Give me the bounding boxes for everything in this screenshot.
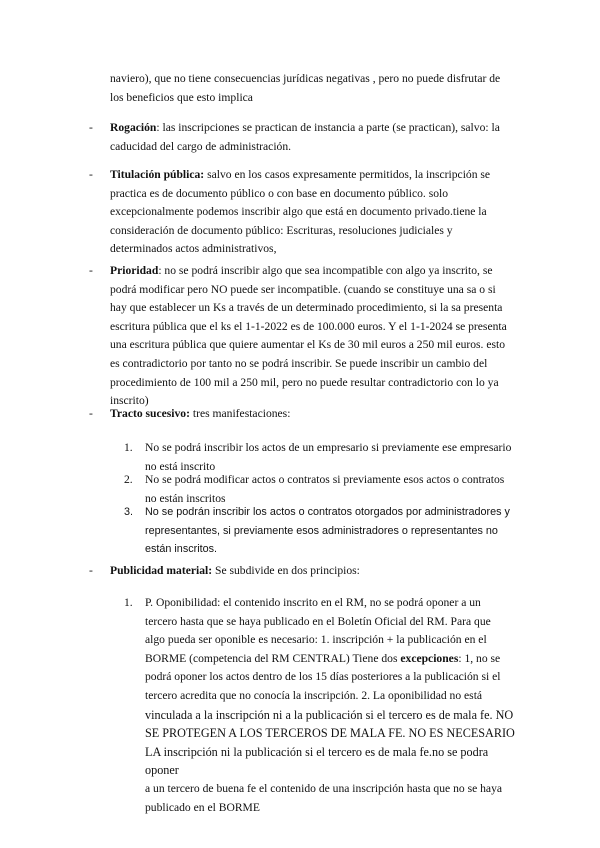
titulacion-line: determinados actos administrativos, bbox=[110, 242, 277, 256]
tracto-paragraph bbox=[110, 405, 520, 424]
tracto-item-line: No se podrán inscribir los actos o contratos otorgados por administradores y bbox=[145, 506, 510, 518]
intro-line: naviero), que no tiene consecuencias jurídicas negativas , pero no puede disfrutar de bbox=[110, 72, 501, 85]
publicidad-item-1 bbox=[145, 594, 525, 817]
titulacion-line: practica es de documento público o con base en documento público. solo bbox=[110, 186, 449, 200]
rogacion-text: : las inscripciones se practican de instancia a parte (se practican), salvo: la bbox=[156, 121, 500, 134]
bullet-dash: - bbox=[89, 264, 93, 277]
prioridad-term: Prioridad bbox=[110, 264, 159, 277]
bullet-dash: - bbox=[89, 407, 93, 420]
list-number: 3. bbox=[124, 506, 134, 518]
list-number: 1. bbox=[124, 441, 133, 454]
tracto-text: tres manifestaciones: bbox=[189, 407, 291, 420]
intro-line: los beneficios que esto implica bbox=[110, 90, 253, 104]
publicidad-line: vinculada a la inscripción ni a la publicación si el tercero es de mala fe. NO bbox=[145, 707, 514, 722]
publicidad-line: BORME (competencia del RM CENTRAL) Tiene dos bbox=[145, 651, 401, 665]
prioridad-line: podrá modificar pero NO puede ser incompatible. (cuando se constituye una sa o si bbox=[110, 282, 496, 296]
rogacion-line: caducidad del cargo de administración. bbox=[110, 139, 292, 153]
publicidad-text: Se subdivide en dos principios: bbox=[212, 564, 360, 577]
publicidad-paragraph bbox=[110, 562, 520, 581]
tracto-item-line: están inscritos. bbox=[145, 543, 218, 556]
tracto-item-line: No se podrá modificar actos o contratos si previamente esos actos o contratos bbox=[145, 473, 505, 486]
bullet-dash: - bbox=[89, 168, 93, 181]
prioridad-line: una escritura pública que quiere aumentar el Ks de 30 mil euros a 250 mil euros. esto bbox=[110, 338, 506, 352]
tracto-term: Tracto sucesivo: bbox=[110, 407, 190, 420]
publicidad-text: : 1, no se bbox=[458, 651, 501, 665]
publicidad-line: podrá oponer los actos dentro de los 15 días posteriores a la publicación si el bbox=[145, 670, 501, 684]
prioridad-paragraph bbox=[110, 262, 520, 411]
list-number: 1. bbox=[124, 596, 133, 609]
prioridad-line: hay que establecer un Ks a través de un determinado procedimiento, si la sa presenta bbox=[110, 301, 503, 315]
publicidad-term: Publicidad material: bbox=[110, 564, 213, 577]
rogacion-term: Rogación bbox=[110, 121, 157, 134]
prioridad-line: inscrito) bbox=[110, 394, 149, 408]
publicidad-line: LA inscripción ni la publicación si el tercero es de mala fe.no se podra oponer bbox=[145, 744, 489, 778]
tracto-item-line: no está inscrito bbox=[145, 459, 216, 473]
prioridad-line: escritura pública que el ks el 1-1-2022 es de 100.000 euros. Y el 1-1-2024 se presenta bbox=[110, 319, 507, 333]
publicidad-line: tercero hasta que se haya publicado en el Boletín Oficial del RM. Para que bbox=[145, 614, 491, 628]
rogacion-paragraph bbox=[110, 119, 520, 156]
titulacion-text: salvo en los casos expresamente permitidos, la inscripción se bbox=[204, 168, 491, 181]
prioridad-line: procedimiento de 100 mil a 250 mil, pero no puede resultar contradictorio con lo ya bbox=[110, 375, 499, 389]
list-number: 2. bbox=[124, 473, 133, 486]
excepciones-term: excepciones bbox=[400, 651, 459, 665]
publicidad-line: publicado en el BORME bbox=[145, 800, 260, 814]
titulacion-term: Titulación pública: bbox=[110, 168, 205, 181]
titulacion-line: excepcionalmente podemos inscribir algo que está en documento privado.tiene la bbox=[110, 205, 487, 219]
bullet-dash: - bbox=[89, 564, 93, 577]
intro-paragraph bbox=[110, 70, 520, 107]
tracto-item-3 bbox=[145, 503, 525, 559]
bullet-dash: - bbox=[89, 121, 93, 134]
titulacion-paragraph bbox=[110, 166, 520, 259]
publicidad-line: a un tercero de buena fe el contenido de una inscripción hasta que no se haya bbox=[145, 781, 503, 795]
publicidad-line: tercero acredita que no conocía la inscripción. 2. La oponibilidad no está bbox=[145, 688, 483, 702]
publicidad-line: SE PROTEGEN A LOS TERCEROS DE MALA FE. NO ES NECESARIO bbox=[145, 726, 515, 741]
tracto-item-line: representantes, si previamente esos administradores o representantes no bbox=[145, 524, 498, 537]
prioridad-text: : no se podrá inscribir algo que sea incompatible con algo ya inscrito, se bbox=[158, 264, 493, 277]
tracto-item-line: No se podrá inscribir los actos de un empresario si previamente ese empresario bbox=[145, 441, 512, 454]
publicidad-line: algo pueda ser oponible es necesario: 1. inscripción + la publicación en el bbox=[145, 633, 487, 647]
prioridad-line: es contradictorio por tanto no se podrá inscribir. Se puede inscribir un cambio del bbox=[110, 356, 488, 370]
tracto-item-line: no están inscritos bbox=[145, 491, 226, 505]
publicidad-line: P. Oponibilidad: el contenido inscrito en el RM, no se podrá oponer a un bbox=[145, 596, 481, 609]
titulacion-line: consideración de documento público: Escrituras, resoluciones judiciales y bbox=[110, 223, 453, 237]
